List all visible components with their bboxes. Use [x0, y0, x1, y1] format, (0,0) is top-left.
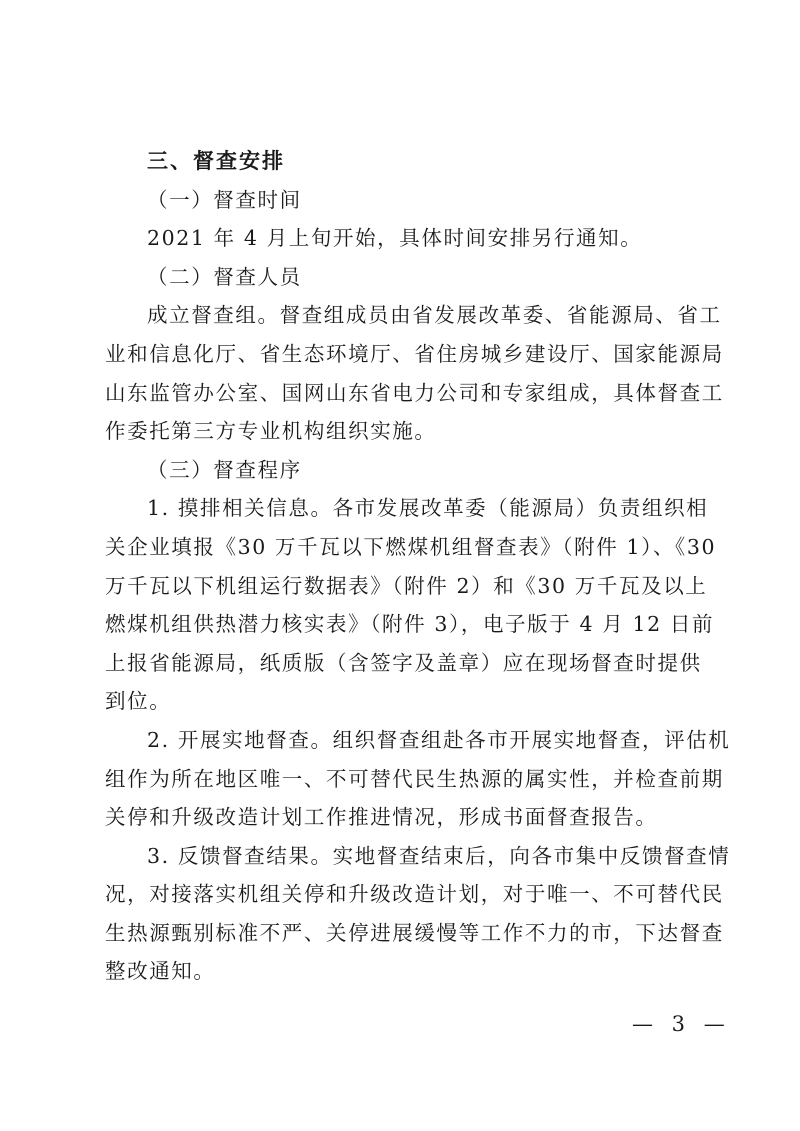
paragraph-line: 整改通知。	[105, 959, 216, 984]
paragraph-line: 生热源甄别标准不严、关停进展缓慢等工作不力的市，下达督查	[105, 920, 724, 945]
paragraph-line: 到位。	[105, 689, 172, 714]
paragraph-personnel	[105, 296, 724, 450]
paragraph-line: 关停和升级改造计划工作推进情况，形成书面督查报告。	[105, 805, 658, 830]
subsection-heading-time: （一）督查时间	[147, 187, 302, 212]
paragraph-step-2	[105, 721, 731, 837]
paragraph-line: 成立督查组。督查组成员由省发展改革委、省能源局、省工	[147, 303, 722, 328]
paragraph-line: 作委托第三方专业机构组织实施。	[105, 419, 437, 444]
paragraph-line: 业和信息化厅、省生态环境厅、省住房城乡建设厅、国家能源局	[105, 341, 724, 366]
paragraph-line: 组作为所在地区唯一、不可替代民生热源的属实性，并检查前期	[105, 766, 724, 791]
paragraph-line: 万千瓦以下机组运行数据表》（附件 2）和《30 万千瓦及以上	[105, 573, 708, 598]
paragraph-line: 燃煤机组供热潜力核实表》（附件 3），电子版于 4 月 12 日前	[105, 612, 715, 637]
paragraph-line: 山东监管办公室、国网山东省电力公司和专家组成，具体督查工	[105, 380, 724, 405]
paragraph-line: 3. 反馈督查结果。实地督查结束后，向各市集中反馈督查情	[147, 843, 731, 868]
document-body	[105, 142, 731, 991]
paragraph-time: 2021 年 4 月上旬开始，具体时间安排另行通知。	[147, 226, 643, 251]
paragraph-line: 关企业填报《30 万千瓦以下燃煤机组督查表》（附件 1）、《30	[105, 534, 717, 559]
paragraph-line: 2. 开展实地督查。组织督查组赴各市开展实地督查，评估机	[147, 727, 731, 752]
subsection-heading-personnel: （二）督查人员	[147, 264, 302, 289]
paragraph-step-1	[105, 489, 717, 721]
paragraph-line: 1. 摸排相关信息。各市发展改革委（能源局）负责组织相	[147, 496, 709, 521]
section-heading: 三、督查安排	[147, 149, 285, 173]
subsection-heading-procedure: （三）督查程序	[147, 457, 302, 482]
paragraph-step-3	[105, 837, 731, 991]
paragraph-line: 况，对接落实机组关停和升级改造计划，对于唯一、不可替代民	[105, 882, 724, 907]
paragraph-line: 上报省能源局，纸质版（含签字及盖章）应在现场督查时提供	[105, 650, 702, 675]
page-number: — 3 —	[632, 1012, 731, 1036]
